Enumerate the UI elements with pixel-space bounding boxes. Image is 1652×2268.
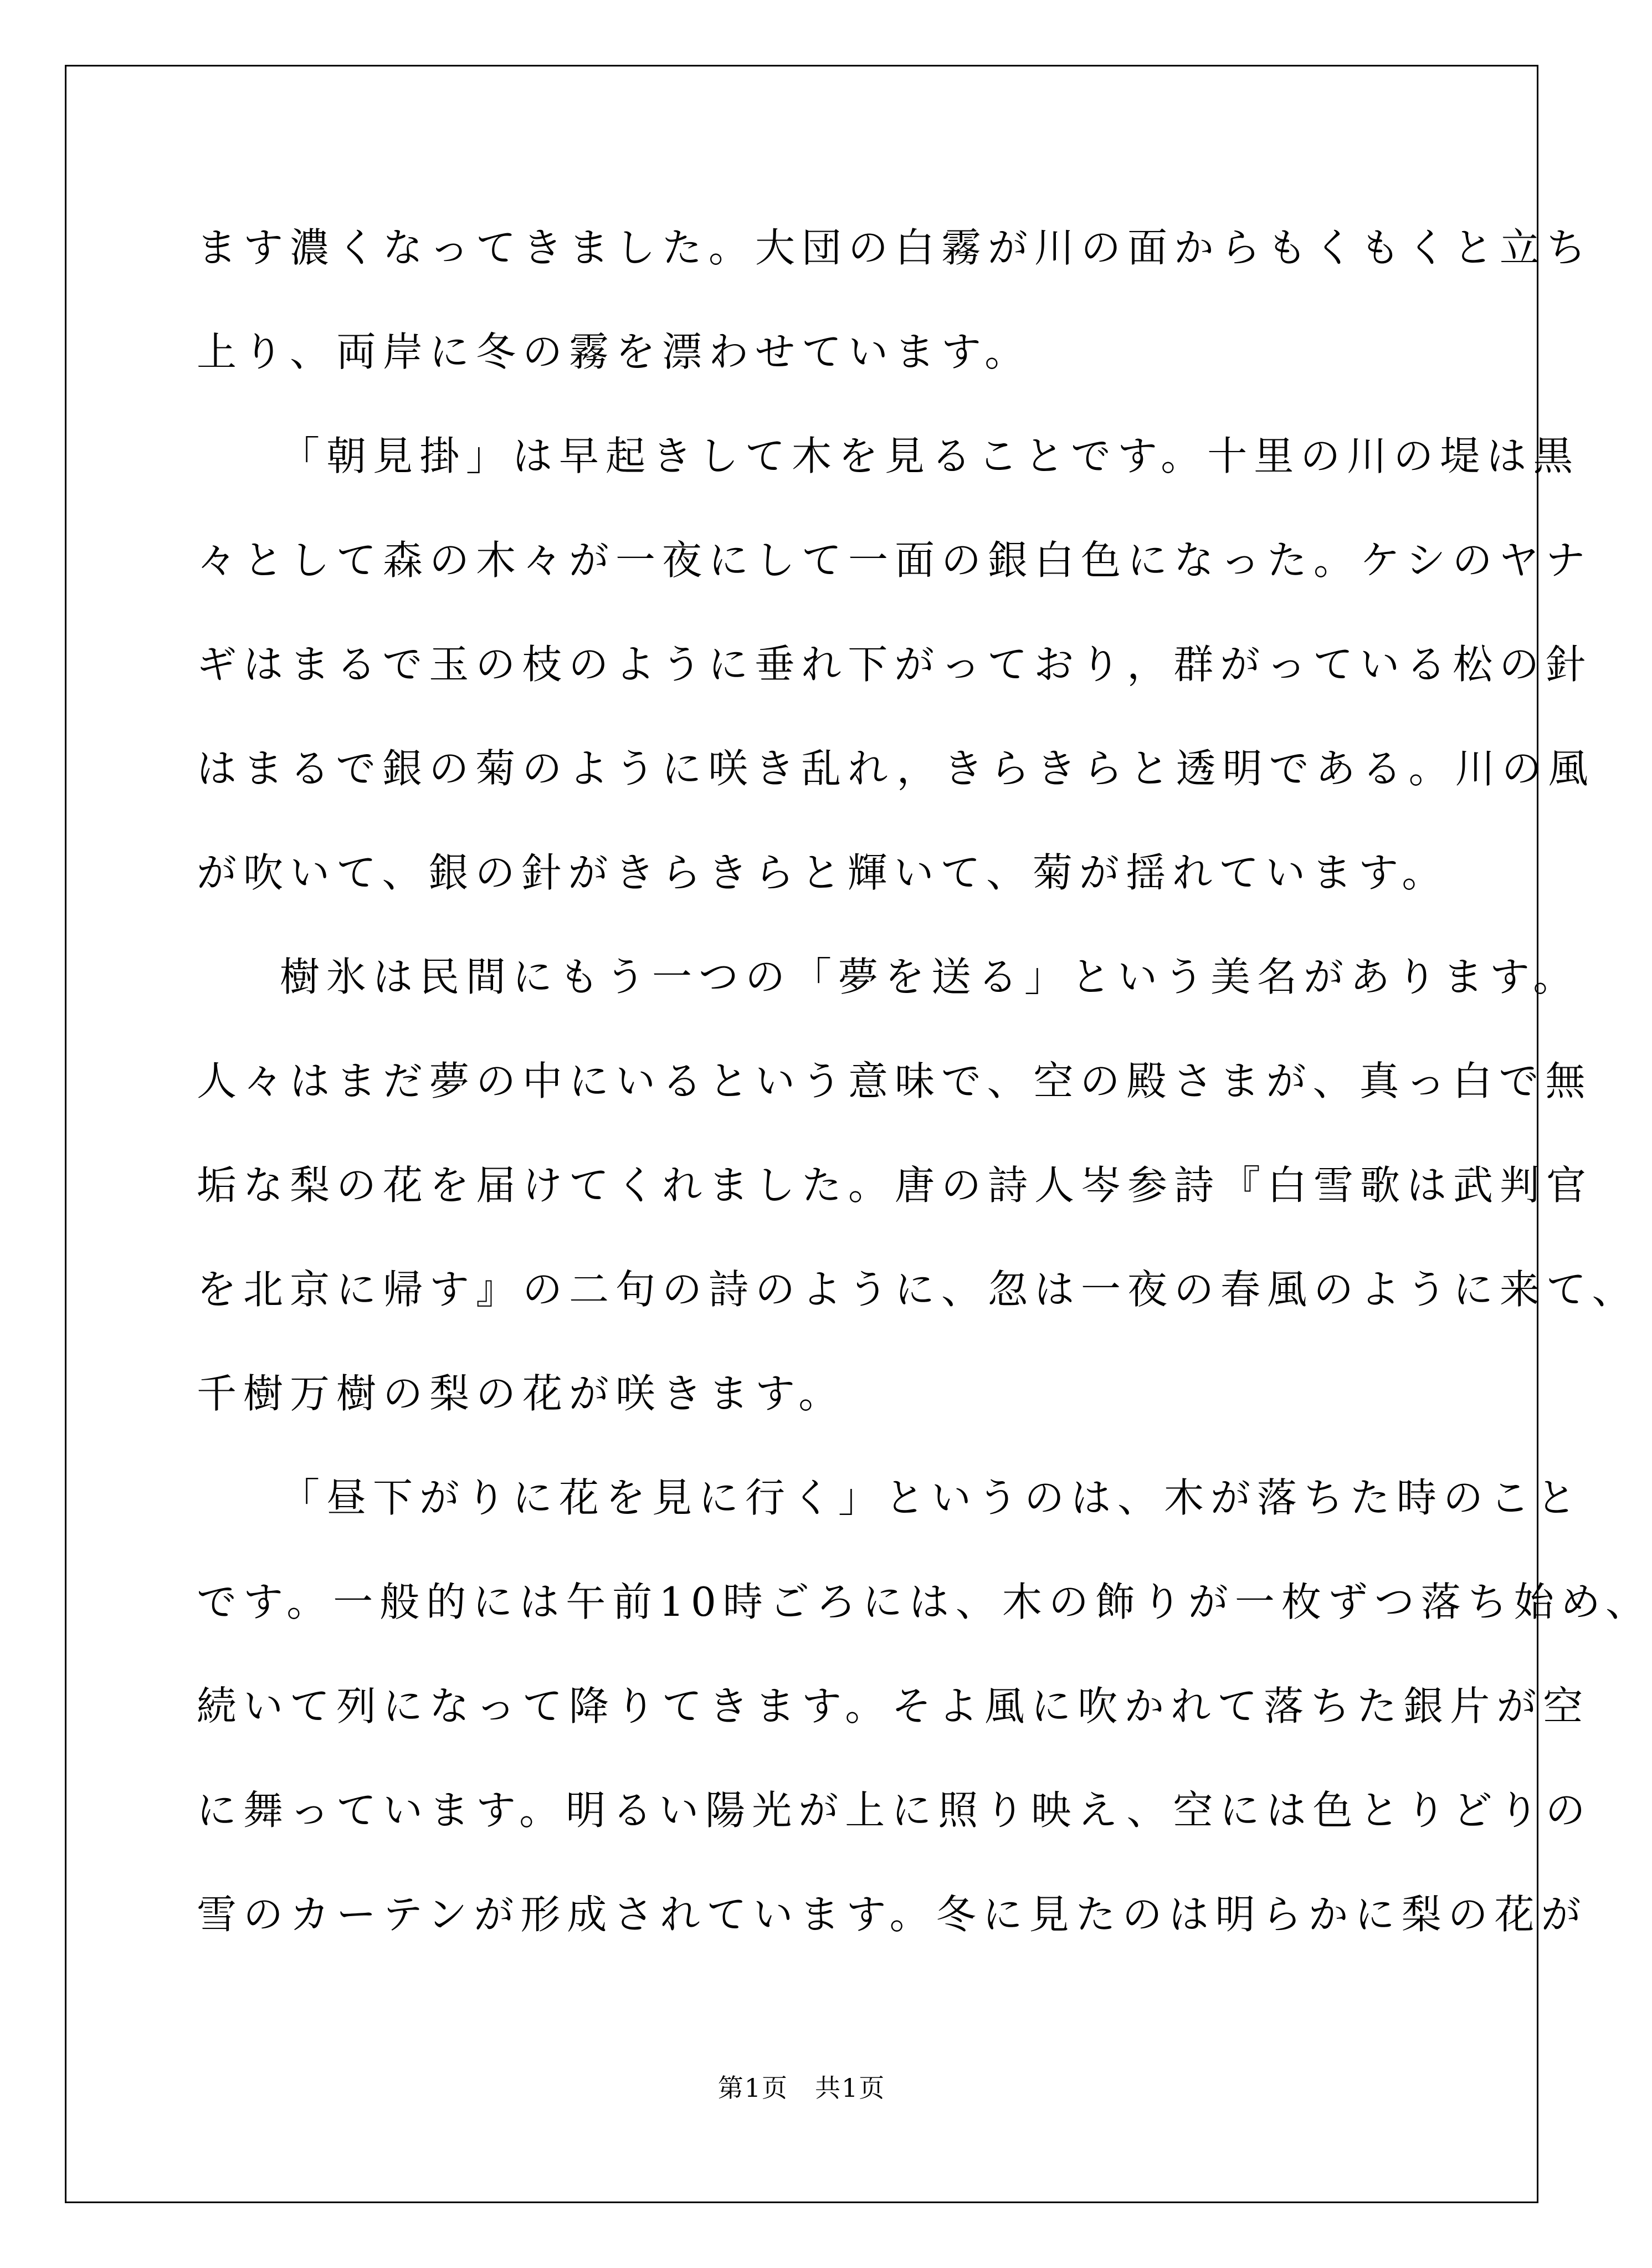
- text-line: はまるで銀の菊のように咲き乱れ，きらきらと透明である。川の風: [197, 745, 1595, 792]
- text-line: です。一般的には午前10時ごろには、木の飾りが一枚ずつ落ち始め、: [197, 1579, 1652, 1625]
- text-line: 雪のカーテンが形成されています。冬に見たのは明らかに梨の花が: [197, 1891, 1588, 1938]
- document-body: [197, 206, 1652, 1977]
- text-line: 人々はまだ夢の中にいるという意味で、空の殿さまが、真っ白で無: [197, 1058, 1592, 1104]
- text-line: 続いて列になって降りてきます。そよ風に吹かれて落ちた銀片が空: [197, 1683, 1590, 1729]
- text-line: ます濃くなってきました。大団の白霧が川の面からもくもくと立ち: [197, 224, 1593, 271]
- text-line: が吹いて、銀の針がきらきらと輝いて、菊が揺れています。: [197, 849, 1449, 896]
- text-line: 垢な梨の花を届けてくれました。唐の詩人岑参詩『白雪歌は武判官: [197, 1162, 1593, 1209]
- paragraph-start-line: 樹氷は民間にもう一つの「夢を送る」という美名があります。: [280, 954, 1580, 1000]
- text-line: 上り、両岸に冬の霧を漂わせています。: [197, 329, 1032, 375]
- text-line: を北京に帰す』の二句の詩のように、忽は一夜の春風のように来て、: [197, 1266, 1639, 1313]
- page-number-footer: 第1页 共1页: [717, 2073, 886, 2103]
- text-line: に舞っています。明るい陽光が上に照り映え、空には色とりどりの: [197, 1787, 1592, 1834]
- text-line: ギはまるで玉の枝のように垂れ下がっており，群がっている松の針: [197, 641, 1593, 688]
- text-line: 々として森の木々が一夜にして一面の銀白色になった。ケシのヤナ: [197, 537, 1592, 583]
- paragraph-start-line: 「朝見掛」は早起きして木を見ることです。十里の川の堤は黒: [280, 433, 1580, 479]
- text-line: 千樹万樹の梨の花が咲きます。: [197, 1370, 845, 1417]
- paragraph-start-line: 「昼下がりに花を見に行く」というのは、木が落ちた時のこと: [280, 1475, 1583, 1521]
